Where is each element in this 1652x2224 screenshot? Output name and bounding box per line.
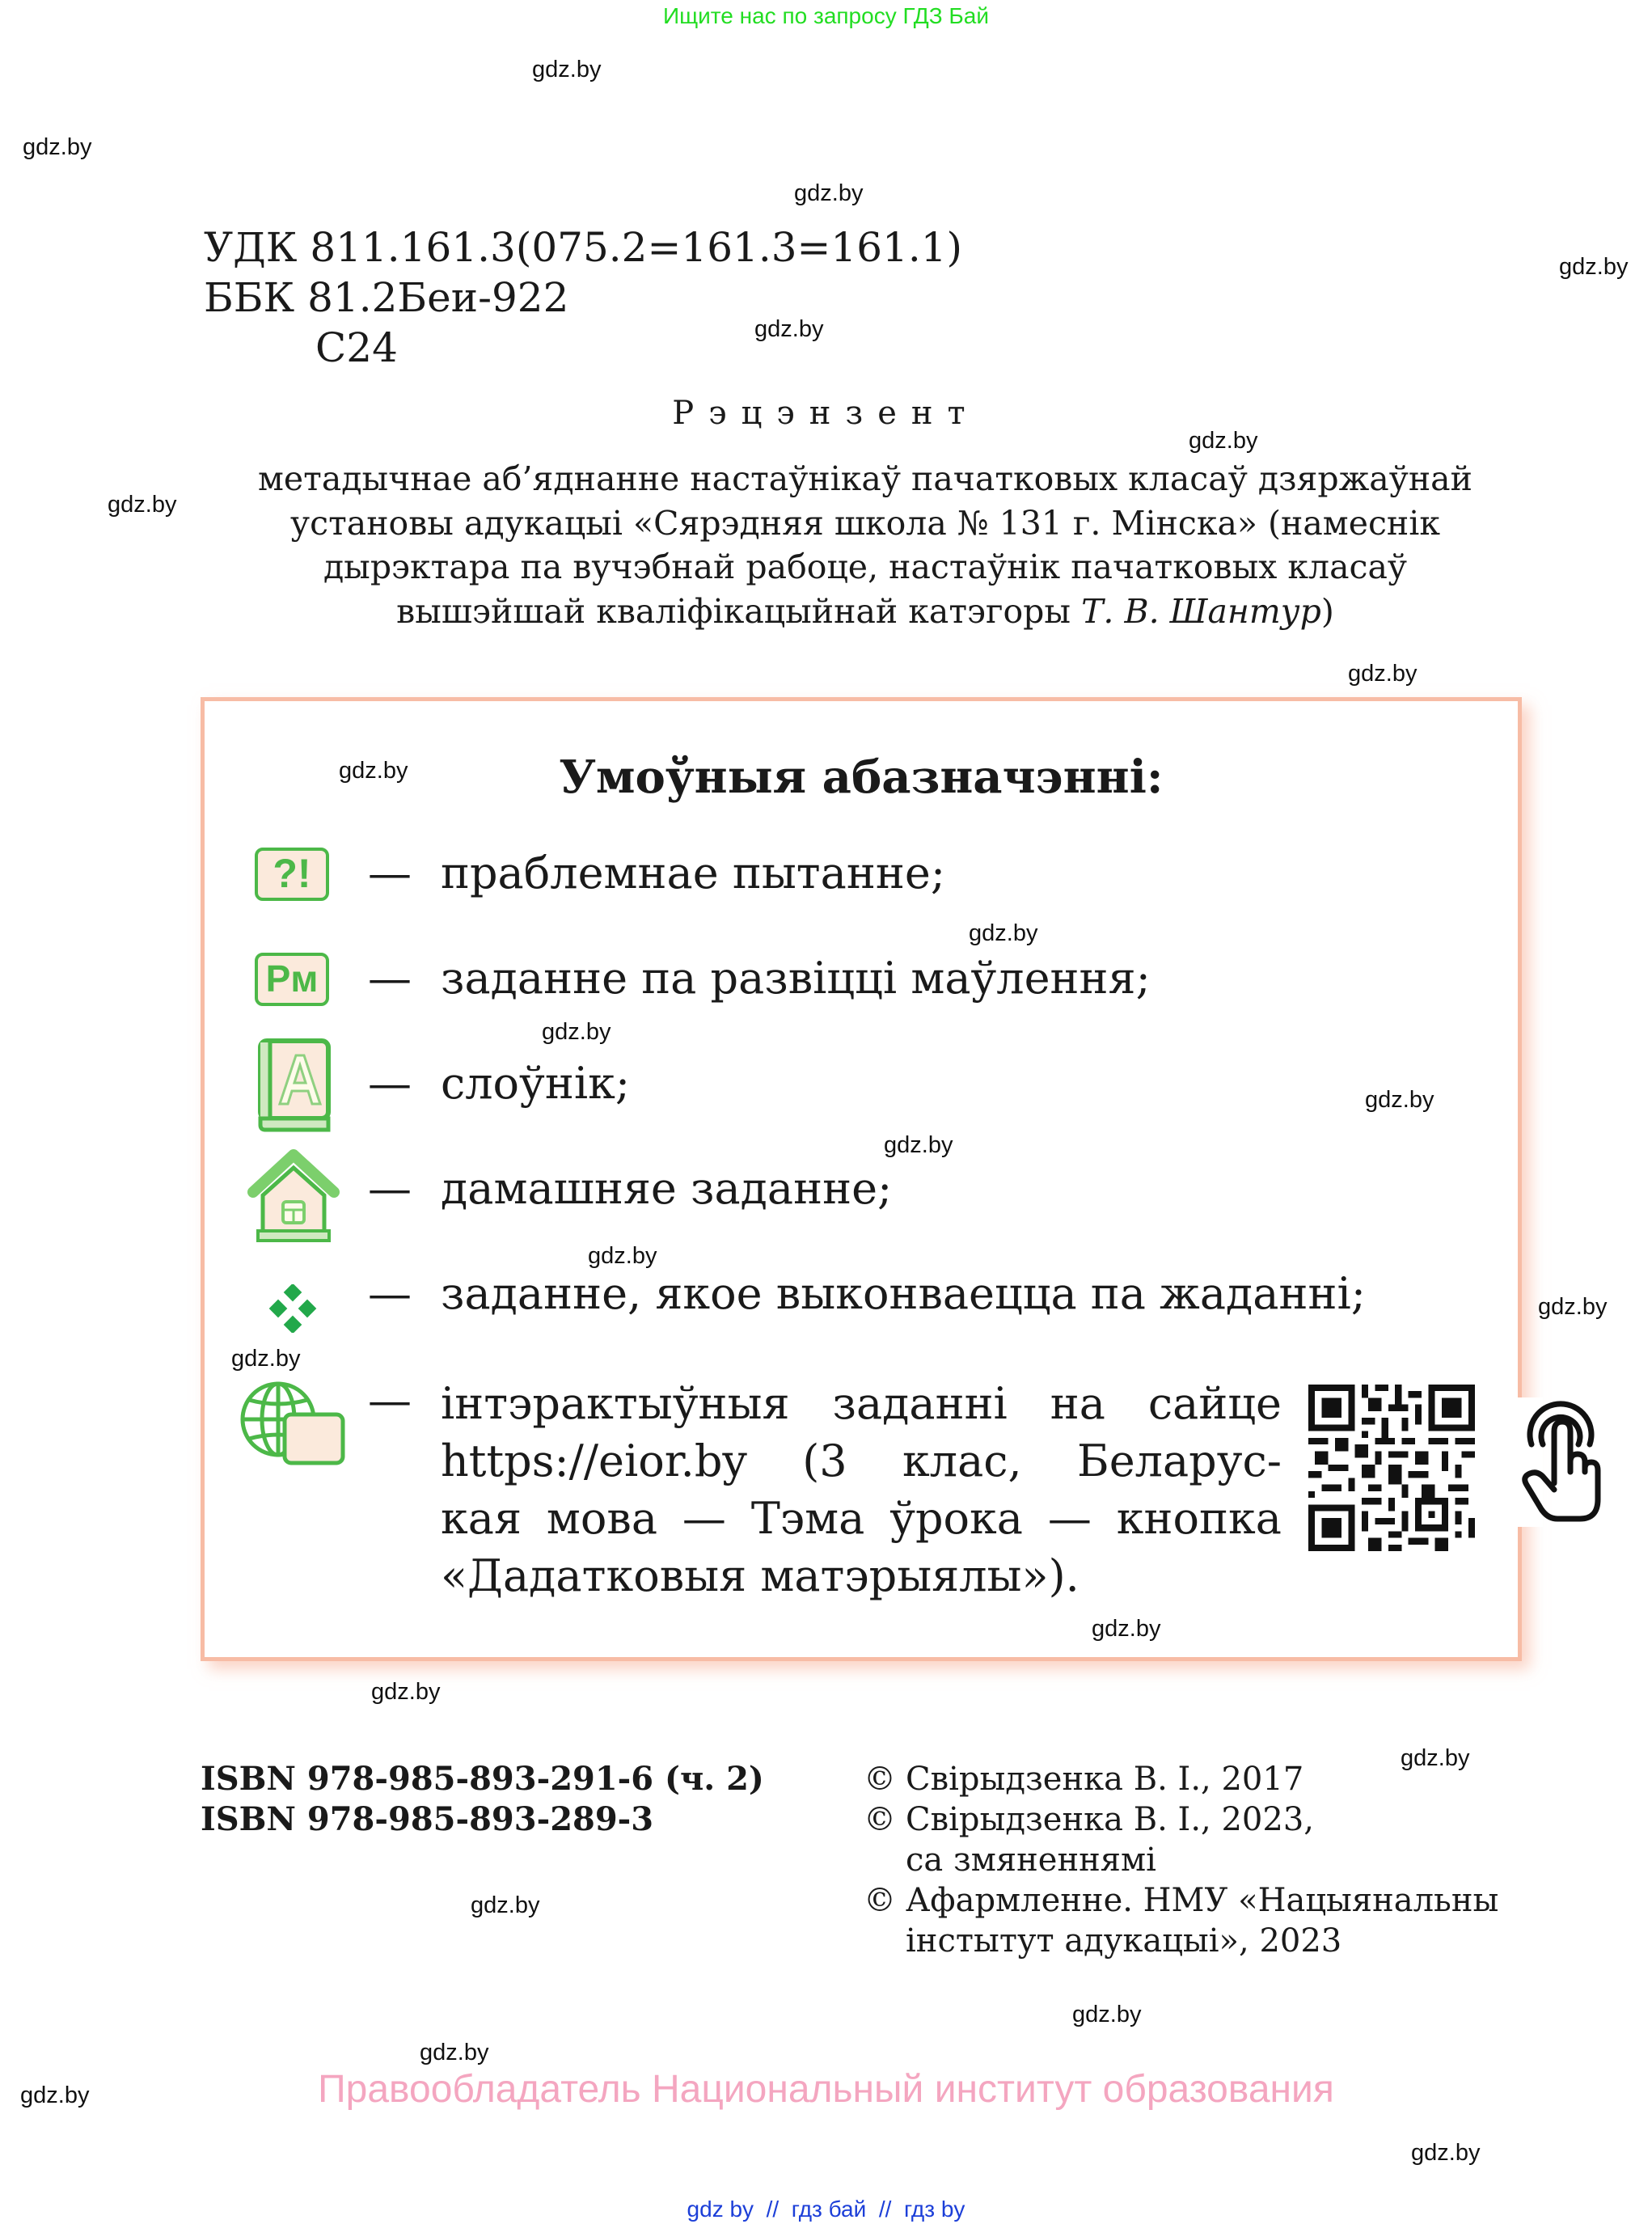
- watermark: gdz.by: [794, 180, 864, 206]
- reviewer-name: Т. В. Шантур: [1081, 591, 1321, 631]
- homework-house-icon: [245, 1148, 342, 1244]
- copyright-entry: [864, 1880, 1498, 1921]
- watermark: gdz.by: [1189, 428, 1258, 454]
- legend-dash: —: [368, 953, 412, 1004]
- author-mark: С24: [315, 324, 398, 371]
- watermark: gdz.by: [532, 57, 602, 82]
- legend-item-optional-task: заданне, якое выконваецца па жаданні;: [441, 1268, 1366, 1319]
- reviewer-line: метадычнае аб’яднанне настаўнікаў пачатковых класаў дзяржаўнай: [258, 459, 1472, 498]
- udk-code: УДК 811.161.3(075.2=161.3=161.1): [204, 224, 963, 271]
- classification-block: [204, 222, 962, 373]
- reviewer-closing: ): [1320, 591, 1334, 631]
- watermark: gdz.by: [420, 2040, 489, 2065]
- tap-hand-icon[interactable]: [1520, 1397, 1609, 1527]
- dictionary-book-icon: [257, 1038, 332, 1133]
- footer-link-gdz-by[interactable]: gdz by: [687, 2197, 754, 2222]
- watermark: gdz.by: [1348, 661, 1418, 687]
- legend-item-problem-question: праблемнае пытанне;: [441, 848, 946, 898]
- footer-link-gdz-by-cyr[interactable]: гдз by: [903, 2197, 965, 2222]
- watermark: gdz.by: [1538, 1294, 1608, 1320]
- isbn-set: ISBN 978-985-893-289-3: [201, 1800, 654, 1838]
- copyright-text: Свірыдзенка В. І., 2023,: [906, 1801, 1314, 1838]
- reviewer-line: установы адукацыі «Сярэдняя школа № 131 г. Мінска» (намеснік: [290, 503, 1440, 543]
- copyright-continuation: інстытут адукацыі», 2023: [906, 1922, 1342, 1960]
- isbn-block: [201, 1759, 764, 1840]
- watermark: gdz.by: [542, 1019, 611, 1045]
- footer-separator: //: [766, 2197, 780, 2222]
- legend-item-speech-development: заданне па развіцці маўлення;: [441, 953, 1151, 1004]
- qr-code-icon[interactable]: [1308, 1385, 1475, 1551]
- watermark: gdz.by: [884, 1132, 953, 1158]
- reviewer-text: [202, 457, 1528, 633]
- footer-link-gdz-bai[interactable]: гдз бай: [791, 2197, 867, 2222]
- search-banner: Ищите нас по запросу ГДЗ Бай: [662, 3, 990, 28]
- watermark: gdz.by: [1411, 2140, 1481, 2166]
- watermark: gdz.by: [754, 316, 824, 342]
- legend-dash: —: [368, 1163, 412, 1214]
- copyright-text: Афармленне. НМУ «Нацыянальны: [906, 1882, 1499, 1919]
- globe-screen-icon: [238, 1379, 347, 1468]
- watermark: gdz.by: [1365, 1087, 1434, 1113]
- legend-dash: —: [368, 1375, 412, 1426]
- copyright-icon: ©: [864, 1882, 896, 1919]
- speech-development-glyph: Рм: [265, 958, 319, 1000]
- watermark: gdz.by: [471, 1892, 540, 1918]
- footer-separator: //: [878, 2197, 892, 2222]
- optional-task-diamonds-icon: [268, 1284, 317, 1333]
- watermark: gdz.by: [969, 920, 1038, 946]
- reviewer-line-text: вышэйшай кваліфікацыйнай катэгоры: [396, 591, 1071, 631]
- watermark: gdz.by: [588, 1243, 657, 1269]
- copyright-icon: ©: [864, 1761, 896, 1798]
- watermark: gdz.by: [1072, 2002, 1142, 2027]
- interactive-line: «Дадатковыя матэрыялы»).: [441, 1550, 1080, 1601]
- legend-dash: —: [368, 1268, 412, 1319]
- reviewer-line: дырэктара па вучэбнай рабоце, настаўнік пачатковых класаў: [323, 548, 1408, 586]
- legend-item-dictionary: слоўнік;: [441, 1058, 631, 1109]
- watermark: gdz.by: [1092, 1616, 1161, 1642]
- isbn-part2: ISBN 978-985-893-291-6 (ч. 2): [201, 1760, 764, 1798]
- watermark: gdz.by: [20, 2082, 90, 2108]
- copyright-entry: [864, 1799, 1498, 1840]
- legend-title: Умоўныя абазначэнні:: [559, 750, 1164, 804]
- watermark: gdz.by: [339, 758, 408, 784]
- reviewer-line: [202, 590, 1528, 634]
- legend-dash: —: [368, 848, 412, 898]
- problem-question-icon: [255, 848, 329, 901]
- copyright-text: Свірыдзенка В. І., 2017: [906, 1761, 1304, 1798]
- bbk-code: ББК 81.2Беи-922: [204, 274, 569, 321]
- watermark: gdz.by: [231, 1346, 301, 1372]
- interactive-line-url[interactable]: https://eior.by (3 клас, Беларус-: [441, 1435, 1282, 1486]
- interactive-line: кая мова — Тэма ўрока — кнопка: [441, 1493, 1282, 1544]
- footer-links: [0, 2197, 1652, 2222]
- copyright-icon: ©: [864, 1801, 896, 1838]
- watermark: gdz.by: [108, 492, 177, 518]
- watermark: gdz.by: [1401, 1745, 1470, 1771]
- problem-question-glyph: ?!: [273, 851, 311, 896]
- legend-dash: —: [368, 1058, 412, 1109]
- speech-development-icon: [255, 953, 329, 1006]
- reviewer-heading: Рэцэнзент: [672, 395, 980, 432]
- interactive-tasks-text: [441, 1375, 1282, 1605]
- watermark: gdz.by: [1559, 254, 1629, 280]
- interactive-line: інтэрактыўныя заданні на сайце: [441, 1378, 1282, 1429]
- watermark: gdz.by: [371, 1679, 441, 1705]
- watermark: gdz.by: [23, 134, 92, 160]
- copyright-block: [864, 1759, 1498, 1961]
- copyright-continuation: са змяненнямі: [906, 1841, 1156, 1879]
- rights-holder-watermark: Правообладатель Национальный институт образования: [318, 2068, 1334, 2111]
- legend-item-homework: дамашняе заданне;: [441, 1163, 893, 1214]
